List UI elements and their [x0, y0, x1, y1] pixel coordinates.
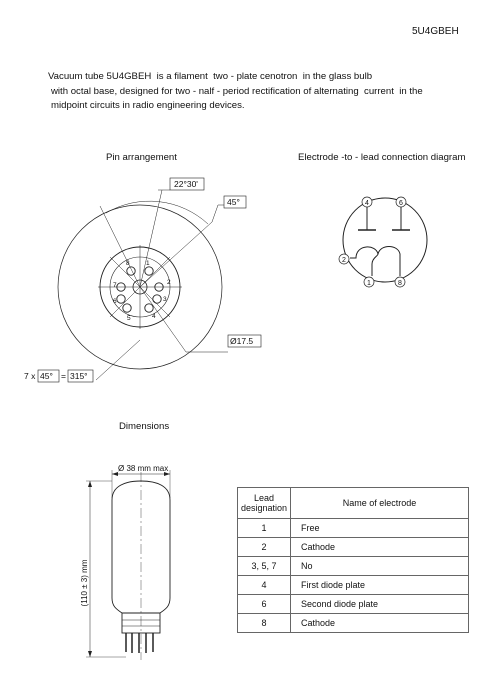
diameter-label: Ø17.5	[230, 336, 254, 346]
electrode-cell: First diode plate	[291, 576, 469, 595]
pin-hole	[145, 267, 153, 275]
electrode-cell: No	[291, 557, 469, 576]
table-row	[238, 538, 469, 557]
electrode-cell: Cathode	[291, 614, 469, 633]
total-angle-eq: =	[61, 371, 66, 381]
column-header-name: Name of electrode	[291, 488, 469, 519]
connection-pin-labels	[342, 200, 403, 287]
pin-label: 3	[163, 296, 167, 303]
column-header-lead: Lead designation	[238, 488, 291, 519]
table-row	[238, 519, 469, 538]
total-angle-prefix: 7 x	[24, 371, 36, 381]
pin-label: 1	[146, 260, 150, 267]
electrode-cell: Second diode plate	[291, 595, 469, 614]
dimensions-caption: Dimensions	[119, 421, 170, 432]
width-label: Ø 38 mm max	[118, 464, 169, 473]
pin-label: 4	[365, 200, 369, 207]
angle-label-right: 45°	[227, 197, 240, 207]
pin-label: 2	[342, 257, 346, 264]
connection-diagram	[343, 198, 427, 282]
intro-line: Vacuum tube 5U4GBEH is a filament two - plate cenotron in the glass bulb	[48, 71, 373, 82]
lead-cell: 4	[238, 576, 291, 595]
dimension-arrows	[88, 472, 170, 657]
angle-label-top: 22°30'	[174, 179, 198, 189]
pin-label: 5	[127, 315, 131, 322]
table-row	[238, 595, 469, 614]
pin-label: 1	[367, 280, 371, 287]
lead-cell: 2	[238, 538, 291, 557]
pin-label: 6	[113, 298, 117, 305]
pin-label: 4	[152, 313, 156, 320]
total-angle-total: 315°	[70, 371, 88, 381]
lead-cell: 1	[238, 519, 291, 538]
intro-line: midpoint circuits in radio engineering devices.	[51, 100, 245, 111]
tube-outline-drawing	[86, 470, 170, 660]
lead-cell: 6	[238, 595, 291, 614]
pin-hole	[123, 304, 131, 312]
pin-label: 6	[399, 200, 403, 207]
height-label: (110 ± 3) mm	[80, 559, 89, 607]
table-header-row	[238, 488, 469, 519]
pin-hole	[127, 267, 135, 275]
pin-hole	[153, 295, 161, 303]
table-row	[238, 557, 469, 576]
pin-hole	[117, 295, 125, 303]
connection-diagram-caption: Electrode -to - lead connection diagram	[298, 152, 466, 163]
electrode-cell: Cathode	[291, 538, 469, 557]
pin-arrangement-caption: Pin arrangement	[106, 152, 177, 163]
table-row	[238, 576, 469, 595]
electrode-cell: Free	[291, 519, 469, 538]
pin-arrangement-drawing	[58, 190, 228, 380]
pin-label: 7	[113, 282, 117, 289]
pin-hole	[145, 304, 153, 312]
pin-label: 2	[167, 279, 171, 286]
pin-label: 8	[398, 280, 402, 287]
intro-line: with octal base, designed for two - nalf - period rectification of alternating current in the	[51, 85, 423, 97]
total-angle-step: 45°	[40, 371, 53, 381]
lead-table	[237, 487, 469, 633]
tube-envelope	[343, 198, 427, 282]
pin-label: 8	[126, 260, 130, 267]
document-id: 5U4GBEH	[412, 26, 459, 37]
lead-cell: 3, 5, 7	[238, 557, 291, 576]
table-row	[238, 614, 469, 633]
lead-cell: 8	[238, 614, 291, 633]
